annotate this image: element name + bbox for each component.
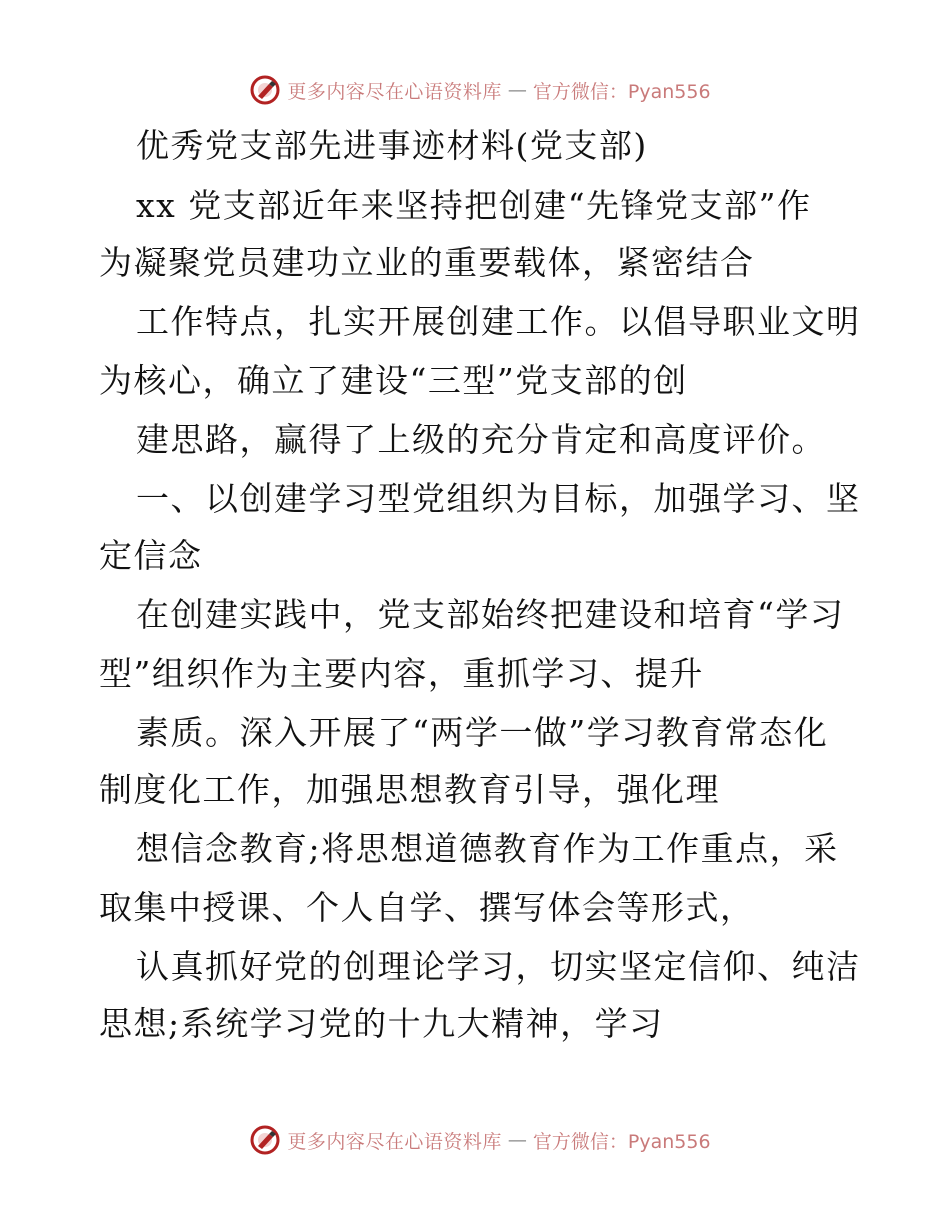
paragraph-line: 在创建实践中，党支部始终把建设和培育“学习 bbox=[136, 595, 845, 634]
paragraph-line: 工作特点，扎实开展创建工作。以倡导职业文明 bbox=[136, 302, 861, 341]
paragraph-line: 型”组织作为主要内容，重抓学习、提升 bbox=[99, 654, 704, 693]
paragraph-line: 为核心，确立了建设“三型”党支部的创 bbox=[99, 361, 688, 400]
paragraph-line: 建思路，赢得了上级的充分肯定和高度评价。 bbox=[136, 420, 826, 459]
paragraph-line: 素质。深入开展了“两学一做”学习教育常态化 bbox=[136, 713, 829, 752]
site-name: 更多内容尽在心语资料库 bbox=[287, 80, 502, 103]
wechat-contact: 官方微信：Pyan556 bbox=[532, 80, 711, 103]
paragraph-line: 制度化工作，加强思想教育引导，强化理 bbox=[99, 770, 720, 809]
banner-separator: — bbox=[507, 79, 527, 101]
red-seal-logo-icon bbox=[249, 1124, 281, 1156]
paragraph-line: 为凝聚党员建功立业的重要载体，紧密结合 bbox=[99, 243, 755, 282]
paragraph-line: 思想;系统学习党的十九大精神，学习 bbox=[99, 1004, 664, 1043]
document-title: 优秀党支部先进事迹材料(党支部) bbox=[136, 126, 648, 165]
banner-separator: — bbox=[507, 1129, 527, 1151]
wechat-contact: 官方微信：Pyan556 bbox=[532, 1130, 711, 1153]
section-heading: 一、以创建学习型党组织为目标，加强学习、坚 bbox=[136, 479, 861, 518]
red-seal-logo-icon bbox=[249, 74, 281, 106]
section-heading-continued: 定信念 bbox=[99, 536, 203, 575]
site-name: 更多内容尽在心语资料库 bbox=[287, 1130, 502, 1153]
footer-banner bbox=[0, 1120, 950, 1160]
header-banner bbox=[0, 70, 950, 110]
paragraph-line: xx 党支部近年来坚持把创建“先锋党支部”作 bbox=[136, 186, 812, 225]
paragraph-line: 取集中授课、个人自学、撰写体会等形式， bbox=[99, 888, 755, 927]
paragraph-line: 想信念教育;将思想道德教育作为工作重点，采 bbox=[136, 829, 839, 868]
paragraph-line: 认真抓好党的创理论学习，切实坚定信仰、纯洁 bbox=[136, 947, 861, 986]
